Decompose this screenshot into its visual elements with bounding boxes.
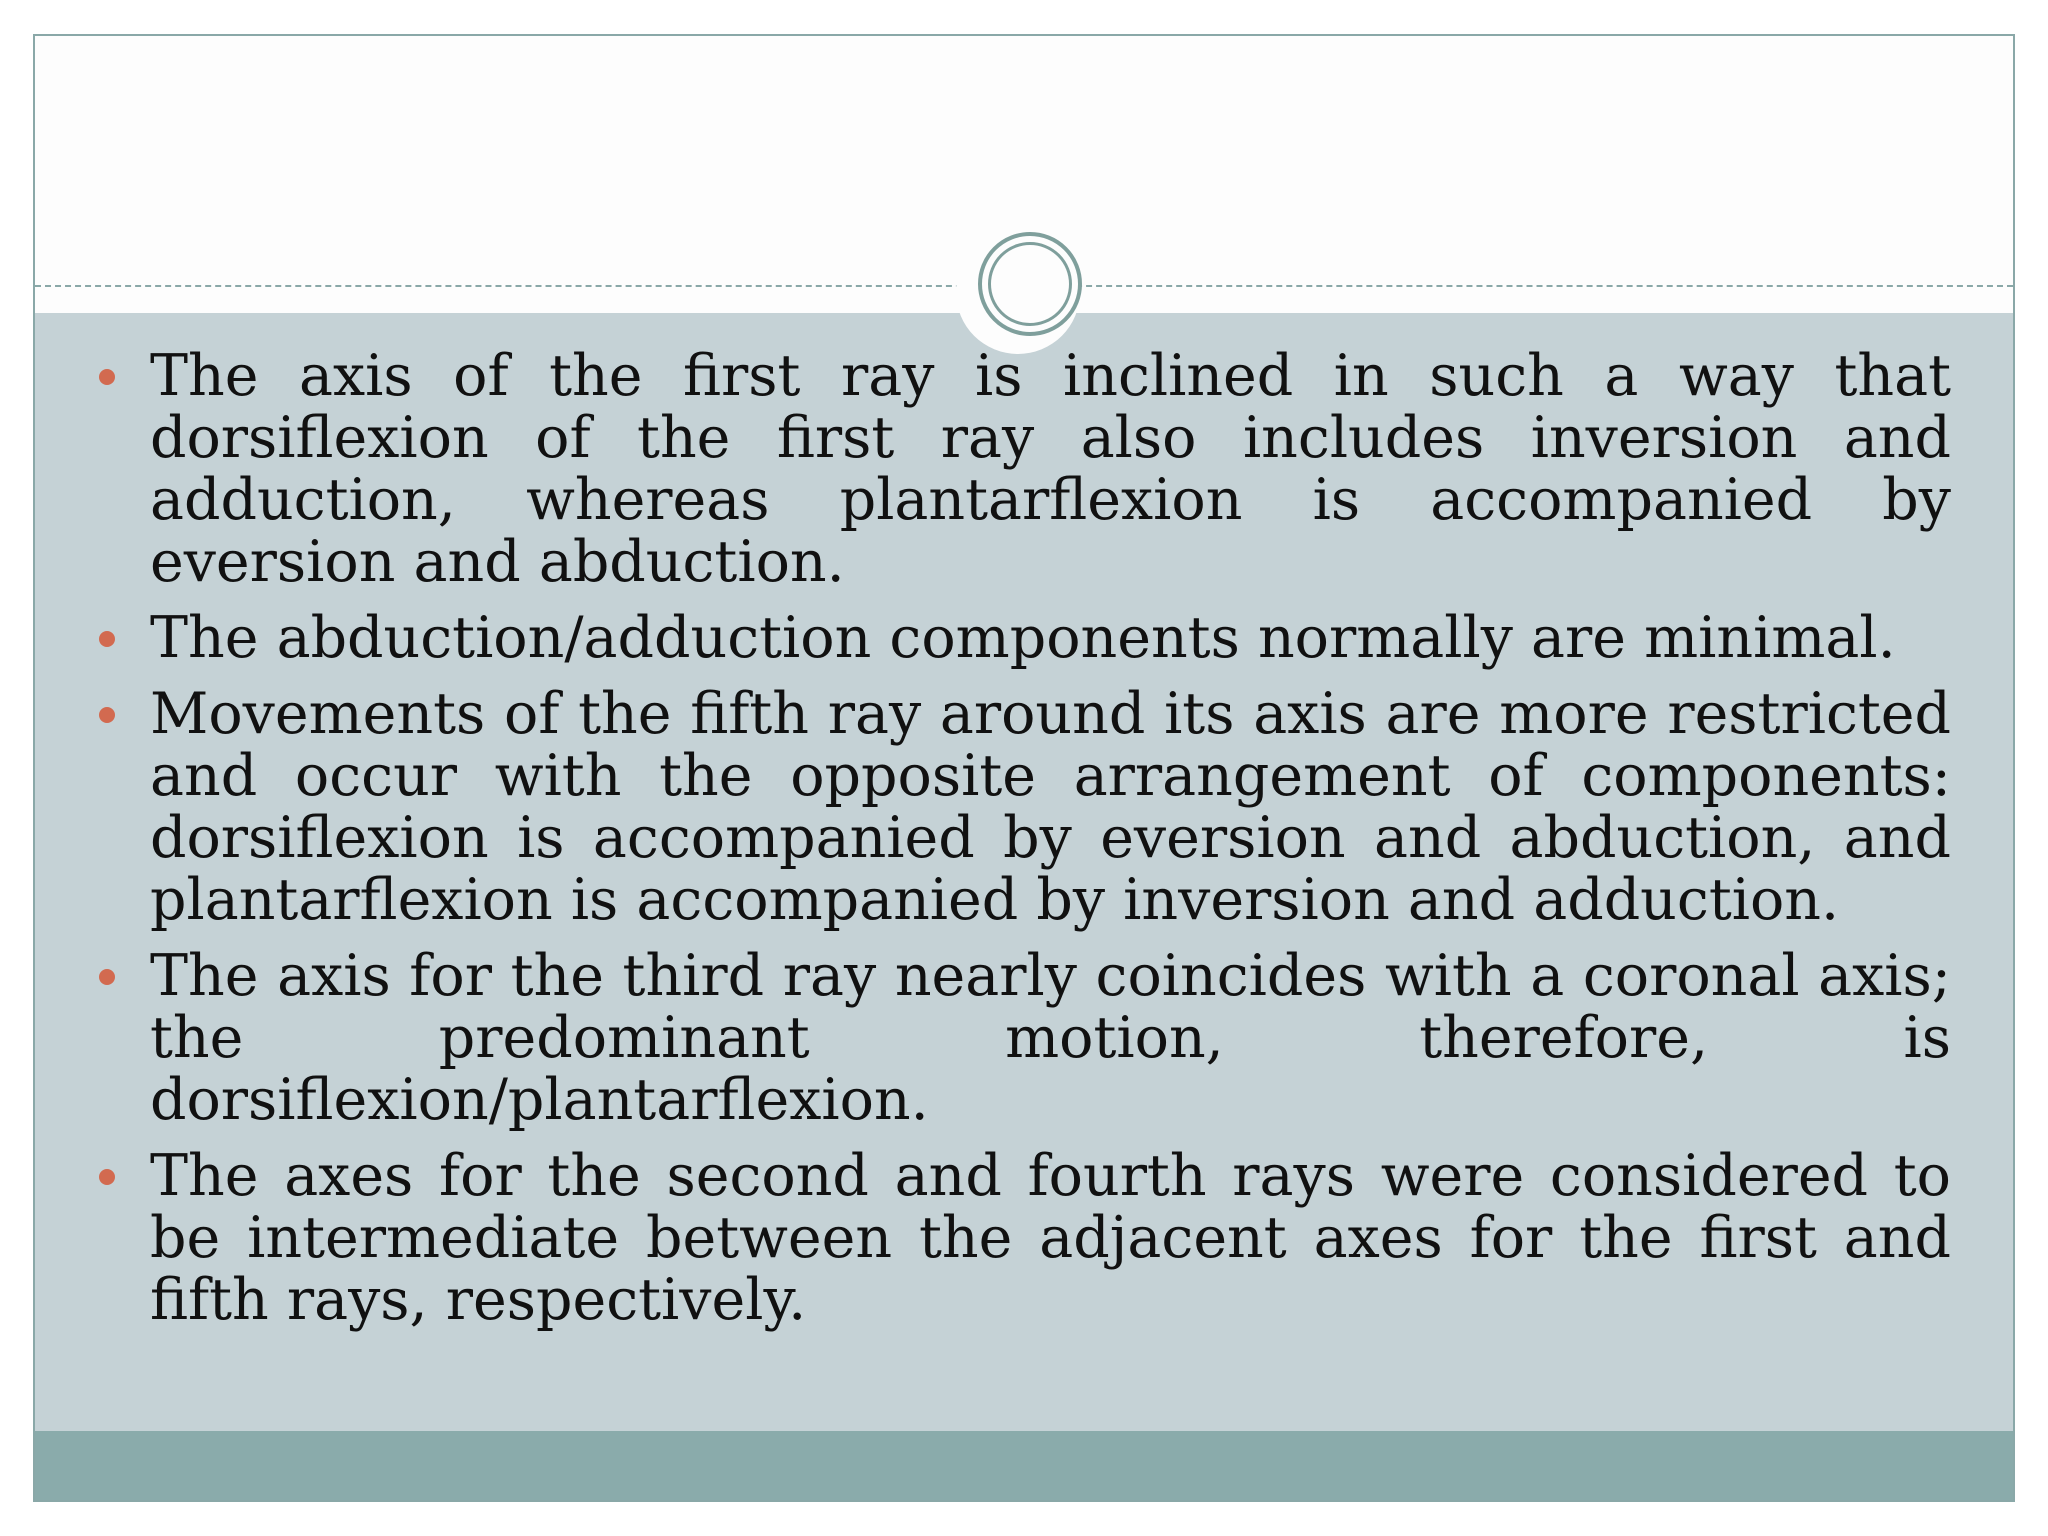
bullet-item [113,1145,1951,1331]
bullet-item [113,345,1951,593]
bullet-text: Movements of the fifth ray around its axis are more restricted and occur with the opposite arrangement of components: dorsiflexion is accompanied by eversion and abduction, and plantarflexion is accompanied by inversion and adduction. [150,681,1951,933]
bullet-text: The axes for the second and fourth rays were considered to be intermediate between the adjacent axes for the first and fifth rays, respectively. [150,1143,1951,1333]
bullet-dot-icon [99,969,115,985]
circle-ornament-icon [978,232,1082,336]
bullet-dot-icon [99,1169,115,1185]
bullet-dot-icon [99,631,115,647]
bullet-dot-icon [99,369,115,385]
bullet-text: The axis of the first ray is inclined in such a way that dorsiflexion of the first ray also includes inversion and adduction, whereas plantarflexion is accompanied by eversion and abduction. [150,343,1951,595]
bullet-text: The axis for the third ray nearly coincides with a coronal axis; the predominant motion, therefore, is dorsiflexion/plantarflexion. [150,943,1951,1133]
bullet-item [113,945,1951,1131]
footer-band [35,1431,2013,1502]
bullet-text: The abduction/adduction components normally are minimal. [150,605,1896,671]
bullet-item [113,607,1951,669]
bullet-dot-icon [99,707,115,723]
bullet-list [113,345,1951,1345]
bullet-item [113,683,1951,931]
